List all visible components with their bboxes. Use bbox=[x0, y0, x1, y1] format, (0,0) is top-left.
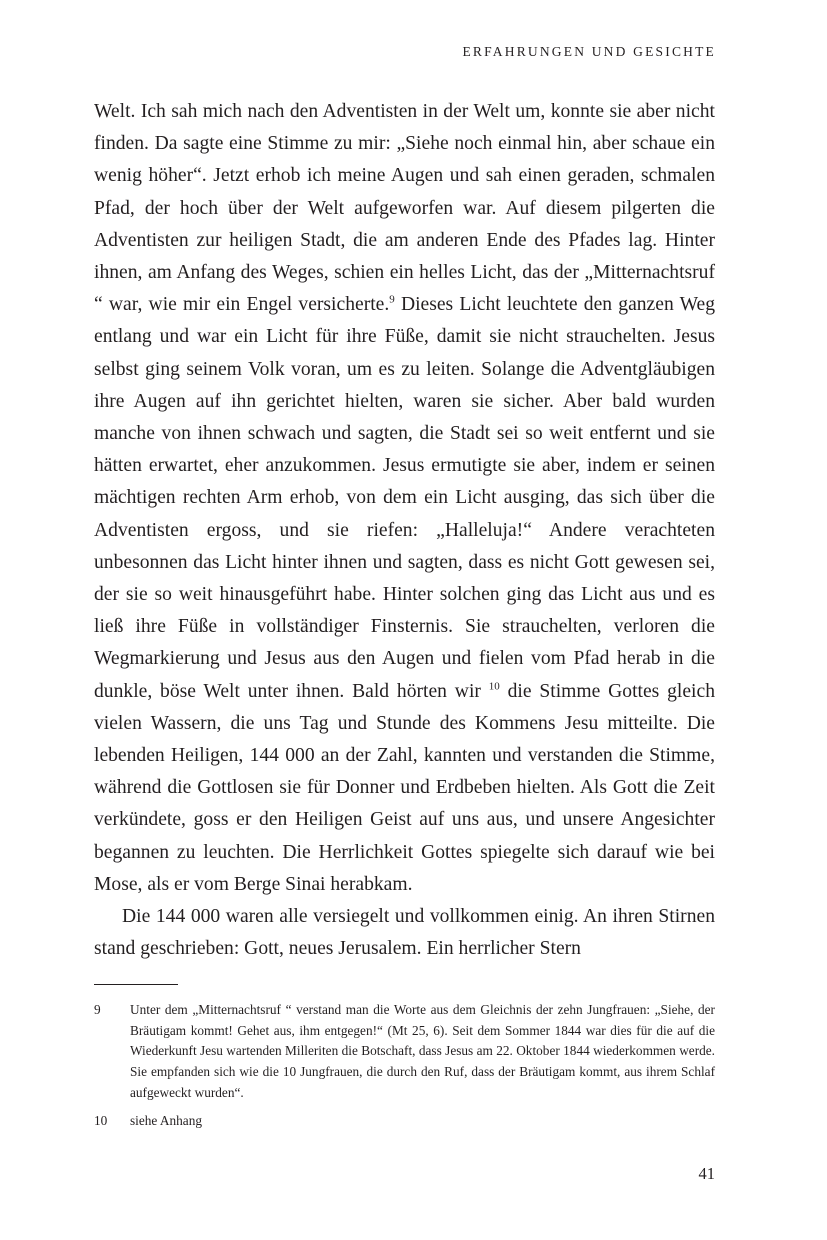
page-number: 41 bbox=[698, 1164, 715, 1183]
footnote bbox=[94, 1111, 715, 1132]
footnotes bbox=[94, 1000, 715, 1138]
paragraph-text: die Stimme Gottes gleich vielen Wassern, die uns Tag und Stunde des Kommens Jesu mitteilte. Die lebenden Heiligen, 144 000 an der Zahl, kannten und verstanden die Stimme, während die Gottlosen sie für Donner und Erdbeben hielten. Als Gott die Zeit verkündete, goss er den Heiligen Geist auf uns aus, und unsere Angesichter begannen zu leuchten. Die Herrlichkeit Gottes spiegelte sich darauf wie bei Mose, als er vom Berge Sinai herabkam. bbox=[94, 680, 715, 895]
body-text bbox=[94, 96, 715, 965]
paragraph bbox=[94, 96, 715, 901]
footnote-divider bbox=[94, 984, 178, 985]
footnote-number: 9 bbox=[94, 1002, 101, 1017]
footnote-number: 10 bbox=[94, 1112, 108, 1128]
footnote bbox=[94, 1000, 715, 1104]
footnote-text: Unter dem „Mitternachtsruf “ verstand man die Worte aus dem Gleichnis der zehn Jungfrauen: „Siehe, der Bräutigam kommt! Gehet aus, ihm entgegen!“ (Mt 25, 6). Seit dem Sommer 1844 war dies für die auf die Wiederkunft Jesu wartenden Milleriten die Botschaft, dass Jesus am 22. Oktober 1844 wiederkommen werde. Sie empfanden sich wie die 10 Jungfrauen, die durch den Ruf, dass der Bräutigam kommt, aus ihrem Schlaf aufgeweckt wurden“. bbox=[130, 1002, 715, 1100]
footnote-reference[interactable]: 9 bbox=[389, 293, 395, 306]
running-head: ERFAHRUNGEN UND GESICHTE bbox=[462, 44, 716, 59]
footnote-text: siehe Anhang bbox=[130, 1112, 203, 1128]
footnote-reference[interactable]: 10 bbox=[488, 680, 500, 693]
paragraph: Die 144 000 waren alle versiegelt und vollkommen einig. An ihren Stirnen stand geschrieben: Gott, neues Jerusalem. Ein herrlicher Stern bbox=[94, 906, 715, 960]
paragraph-text: Welt. Ich sah mich nach den Adventisten in der Welt um, konnte sie aber nicht finden. Da sagte eine Stimme zu mir: „Siehe noch einmal hin, aber schaue ein wenig höher“. Jetzt erhob ich meine Augen und sah einen geraden, schmalen Pfad, der hoch über der Welt aufgeworfen war. Auf diesem pilgerten die Adventisten zur heiligen Stadt, die am anderen Ende des Pfades lag. Hinter ihnen, am Anfang des Weges, schien ein helles Licht, das der „Mitternachtsruf “ war, wie mir ein Engel versicherte. bbox=[94, 101, 715, 316]
paragraph-text: Dieses Licht leuchtete den ganzen Weg entlang und war ein Licht für ihre Füße, damit sie nicht strauchelten. Jesus selbst ging seinem Volk voran, um es zu leiten. Solange die Adventgläubigen ihre Augen auf ihn gerichtet hielten, waren sie sicher. Aber bald wurden manche von ihnen schwach und sagten, die Stadt sei so weit entfernt und sie hätten erwartet, eher anzukommen. Jesus ermutigte sie aber, indem er seinen mächtigen rechten Arm erhob, von dem ein Licht ausging, das sich über die Adventisten ergoss, und sie riefen: „Halleluja!“ Andere verachteten unbesonnen das Licht hinter ihnen und sagten, dass es nicht Gott gewesen sei, der sie so weit hinausgeführt habe. Hinter solchen ging das Licht aus und es ließ ihre Füße in vollständiger Finsternis. Sie strauchelten, verloren die Wegmarkierung und Jesus aus den Augen und fielen vom Pfad herab in die dunkle, böse Welt unter ihnen. Bald hörten wir bbox=[94, 294, 715, 702]
